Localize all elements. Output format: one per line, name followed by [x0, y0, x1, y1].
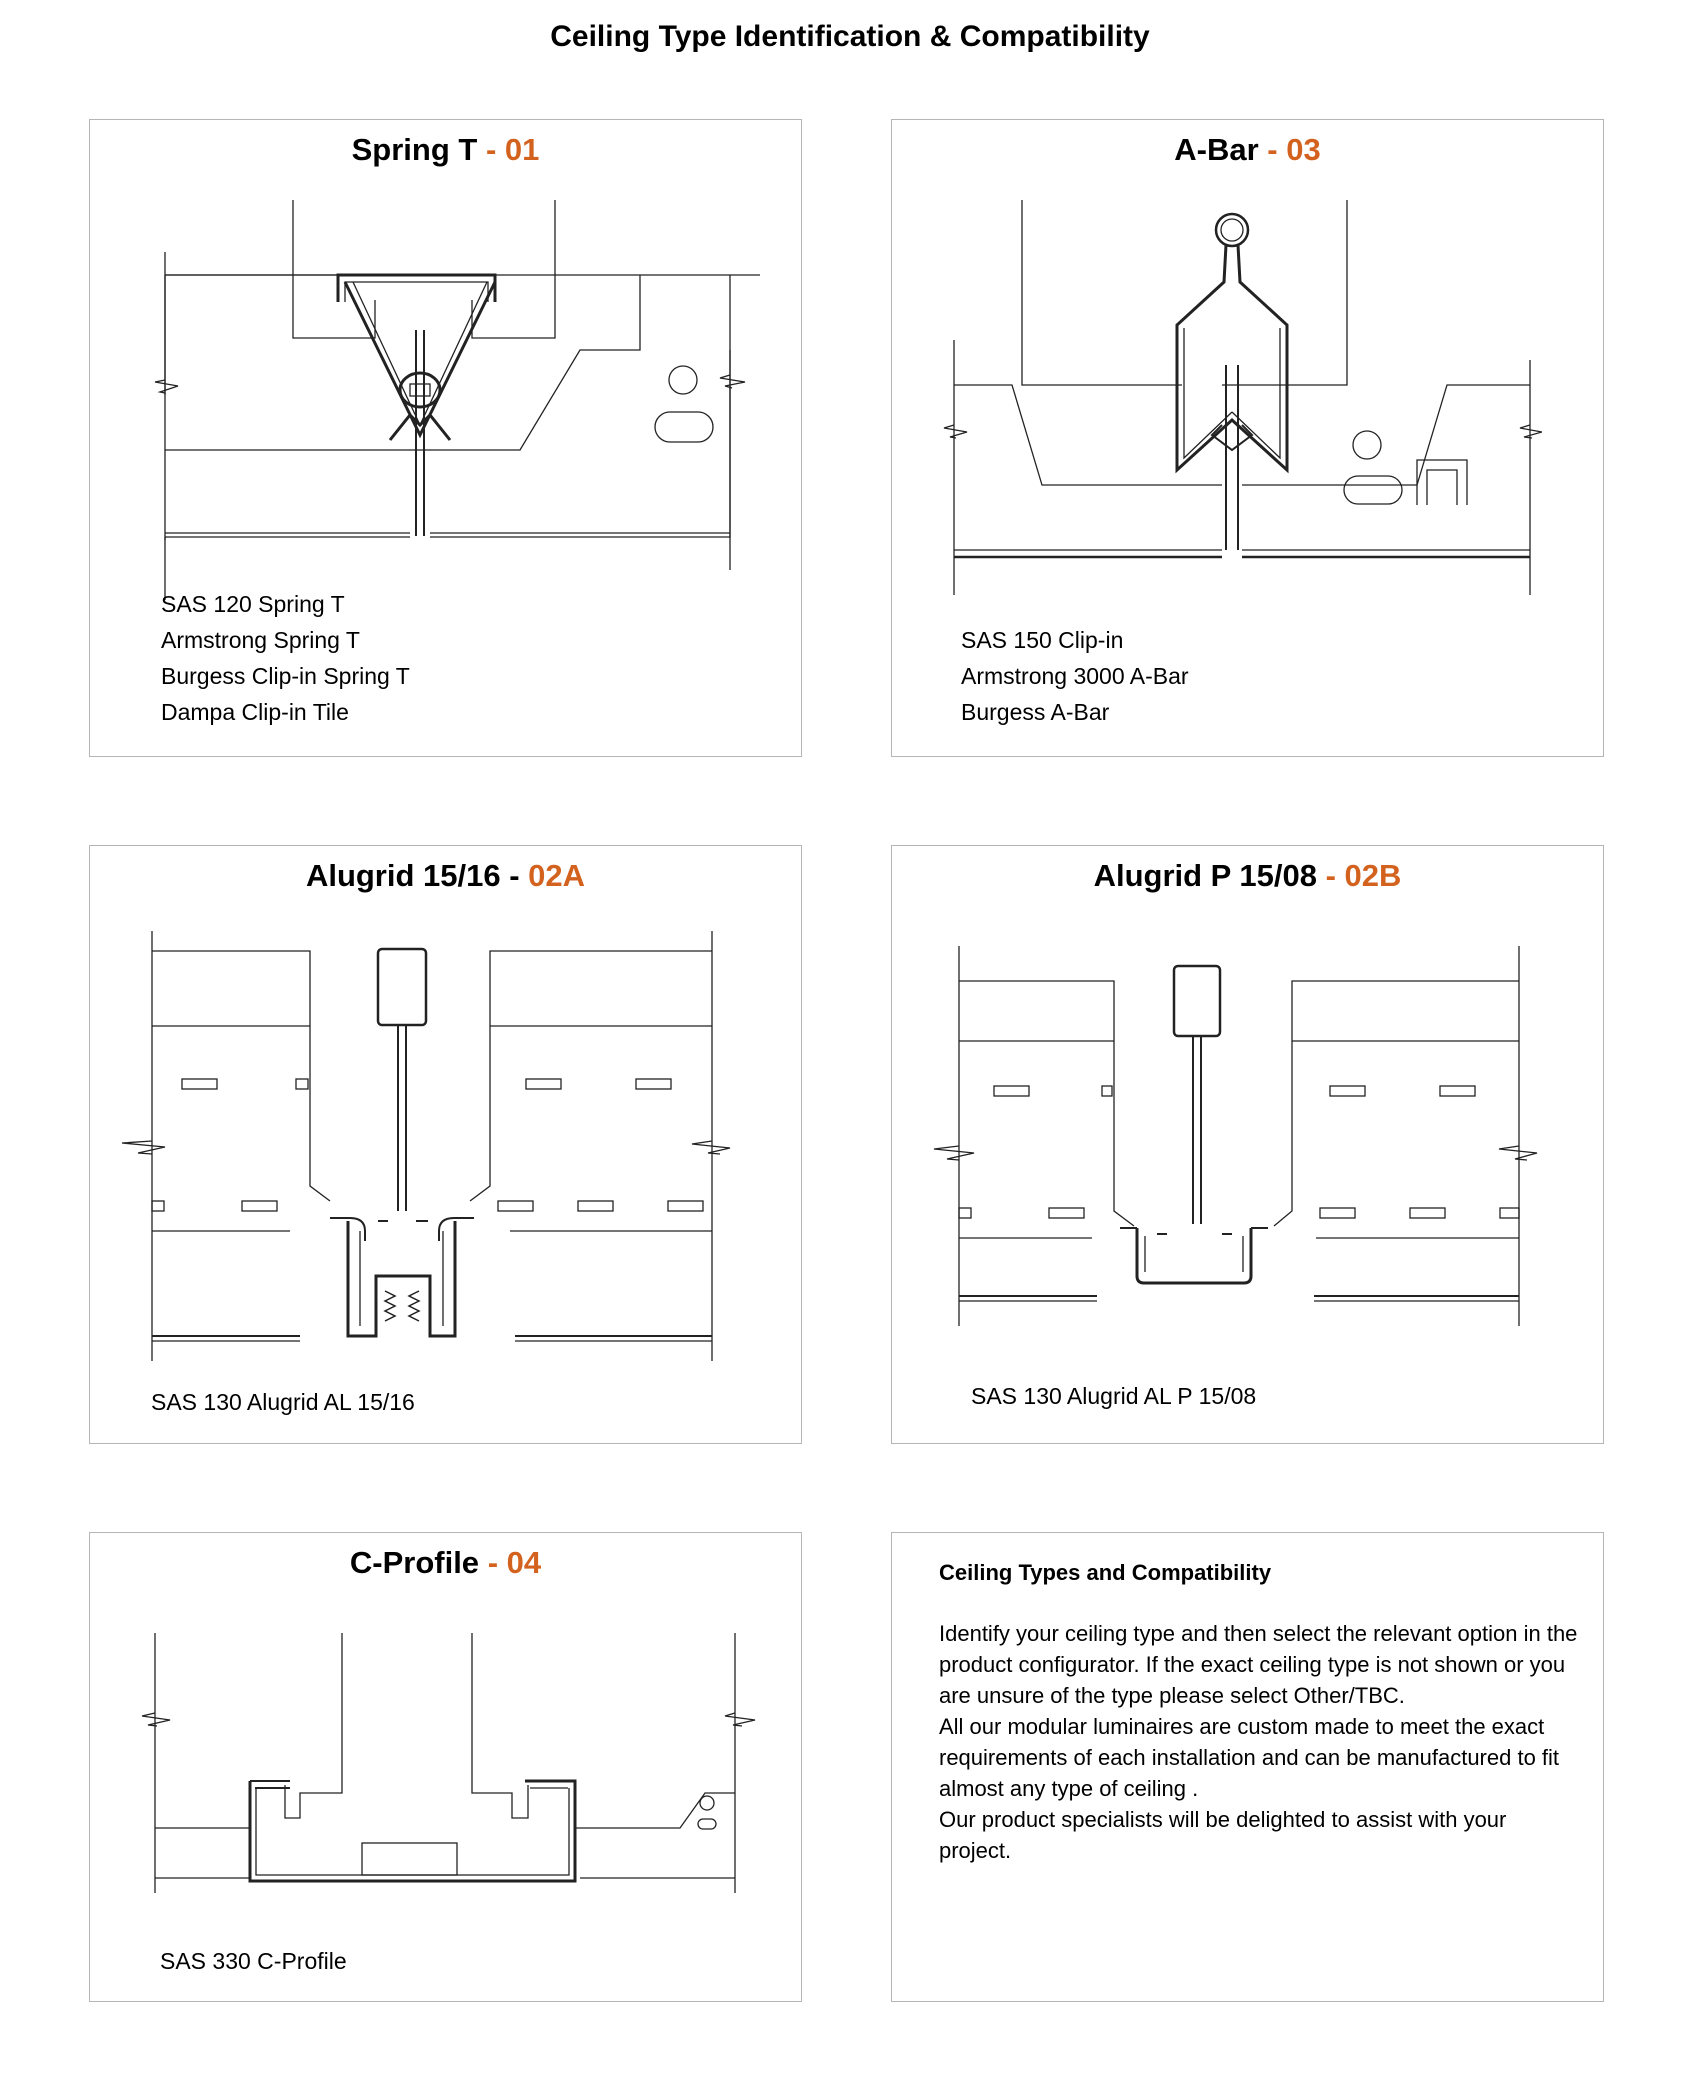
ceiling-type-name: Alugrid 15/16 -	[305, 858, 520, 893]
list-item: SAS 150 Clip-in	[961, 627, 1124, 653]
list-item: SAS 120 Spring T	[161, 591, 345, 617]
list-item: Dampa Clip-in Tile	[161, 699, 349, 725]
list-item: SAS 130 Alugrid AL P 15/08	[971, 1383, 1257, 1409]
ceiling-type-code: - 04	[487, 1545, 542, 1580]
info-paragraph: Identify your ceiling type and then select the relevant option in the product configurator. If the exact ceiling type is not shown or you are unsure of the type please select Other/TBC.	[939, 1621, 1578, 1708]
list-item: SAS 130 Alugrid AL 15/16	[151, 1389, 415, 1415]
info-paragraph: All our modular luminaires are custom made to meet the exact requirements of each installation and can be manufactured to fit almost any type of ceiling .	[939, 1714, 1560, 1801]
ceiling-type-name: Alugrid P 15/08	[1093, 858, 1317, 893]
panel-c-profile	[89, 1532, 802, 2002]
info-paragraph: Our product specialists will be delighted to assist with your project.	[939, 1807, 1507, 1863]
ceiling-type-name: C-Profile	[349, 1545, 480, 1580]
ceiling-type-name: Spring T	[351, 132, 478, 167]
compatible-systems-list	[971, 1378, 1256, 1414]
info-heading: Ceiling Types and Compatibility	[939, 1560, 1272, 1585]
list-item: Burgess Clip-in Spring T	[161, 663, 410, 689]
list-item: Armstrong 3000 A-Bar	[961, 663, 1189, 689]
list-item: SAS 330 C-Profile	[160, 1948, 347, 1974]
page-title: Ceiling Type Identification & Compatibility	[550, 20, 1150, 53]
panel-title	[90, 1545, 801, 1581]
compatible-systems-list	[160, 1943, 347, 1979]
info-panel	[891, 1532, 1604, 2002]
ceiling-type-code: - 02B	[1325, 858, 1402, 893]
a-bar-section-drawing	[942, 200, 1542, 620]
ceiling-type-code: - 01	[485, 132, 540, 167]
panel-alugrid-p-15-08	[891, 845, 1604, 1444]
ceiling-type-name: A-Bar	[1174, 132, 1259, 167]
panel-a-bar	[891, 119, 1604, 757]
compatible-systems-list	[961, 622, 1189, 730]
panel-title	[892, 132, 1603, 168]
panel-title	[90, 858, 801, 894]
panel-title	[90, 132, 801, 168]
info-text	[939, 1557, 1579, 1866]
list-item: Armstrong Spring T	[161, 627, 360, 653]
panel-title	[892, 858, 1603, 894]
alugrid-p-15-08-section-drawing	[932, 946, 1572, 1326]
ceiling-type-code: - 03	[1267, 132, 1321, 167]
c-profile-section-drawing	[130, 1633, 770, 1913]
panel-alugrid-15-16	[89, 845, 802, 1444]
compatible-systems-list	[161, 586, 410, 730]
alugrid-15-16-section-drawing	[120, 931, 780, 1361]
panel-spring-t	[89, 119, 802, 757]
spring-t-section-drawing	[120, 200, 760, 600]
list-item: Burgess A-Bar	[961, 699, 1110, 725]
ceiling-type-code: 02A	[528, 858, 586, 893]
compatible-systems-list	[151, 1384, 415, 1420]
